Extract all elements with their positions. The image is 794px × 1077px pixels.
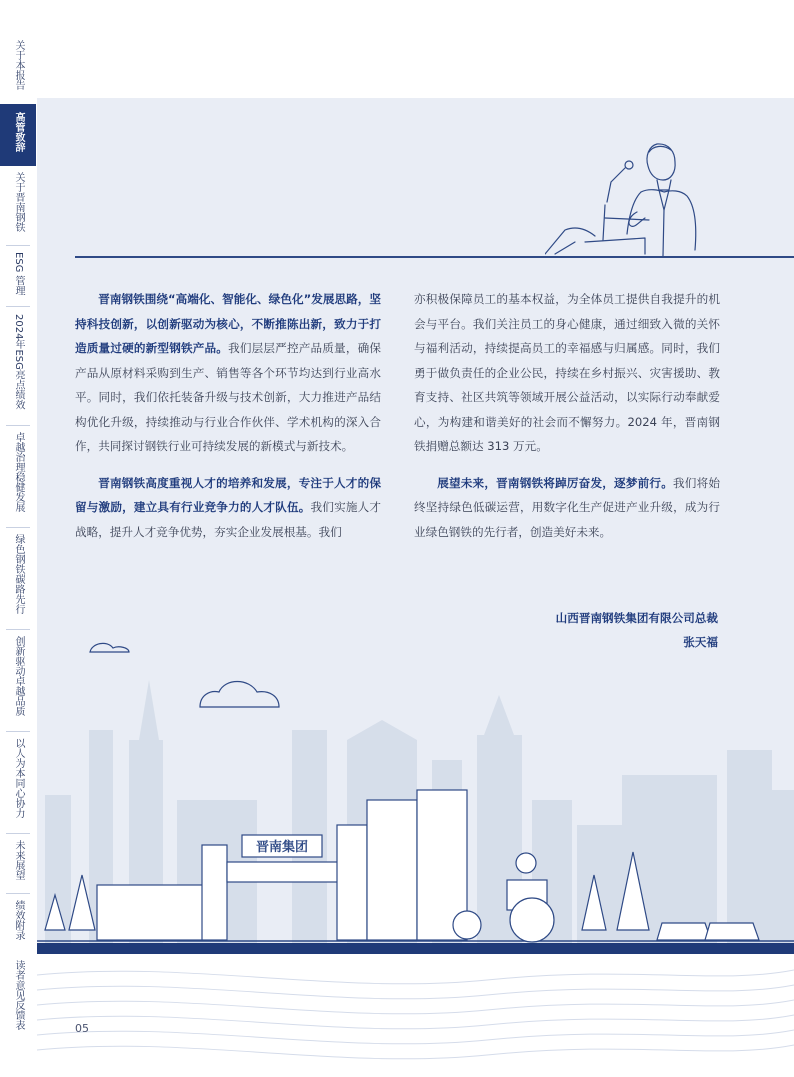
nav-people-oriented[interactable] bbox=[0, 738, 36, 830]
nav-reader-feedback[interactable] bbox=[0, 960, 36, 1040]
cloud-icon bbox=[90, 643, 129, 652]
nav-innovation-quality[interactable] bbox=[0, 636, 36, 726]
nav-about-jinnan-steel[interactable] bbox=[0, 172, 36, 242]
signature-title: 山西晋南钢铁集团有限公司总裁 bbox=[555, 611, 718, 625]
gate-sign: 晋南集团 bbox=[255, 840, 309, 855]
nav-divider bbox=[6, 629, 30, 630]
speaker-illustration bbox=[545, 130, 705, 258]
nav-divider bbox=[6, 245, 30, 246]
highlight-text: 晋南钢铁高度重视人才的培养和发展，专注于人才的保留与激励，建立具有行业竞争力的人才队伍。 bbox=[75, 475, 381, 514]
nav-esg-management[interactable] bbox=[0, 252, 36, 304]
nav-label: 绿色钢铁碳路先行 bbox=[13, 534, 24, 614]
nav-label: 未来展望 bbox=[13, 840, 24, 880]
nav-green-steel[interactable] bbox=[0, 534, 36, 624]
nav-label: 卓越治理稳健发展 bbox=[13, 432, 24, 512]
nav-executive-message[interactable] bbox=[0, 104, 36, 166]
signature-name: 张天福 bbox=[683, 635, 718, 649]
nav-divider bbox=[6, 425, 30, 426]
paragraph bbox=[75, 471, 381, 545]
nav-future-outlook[interactable] bbox=[0, 840, 36, 890]
nav-divider bbox=[6, 527, 30, 528]
right-text-column bbox=[414, 287, 720, 556]
solar-panel-icon bbox=[657, 923, 711, 940]
nav-divider bbox=[6, 306, 30, 307]
nav-divider bbox=[6, 893, 30, 894]
nav-label: 读者意见反馈表 bbox=[13, 960, 24, 1030]
wave-decoration bbox=[37, 955, 794, 1077]
nav-governance[interactable] bbox=[0, 432, 36, 522]
left-text-column bbox=[75, 287, 381, 556]
nav-about-report[interactable] bbox=[0, 40, 36, 100]
body-text: 我们将始终坚持绿色低碳运营，用数字化生产促进产业升级，成为行业绿色钢铁的先行者，创造美好未来。 bbox=[414, 475, 720, 539]
nav-label: 2024年ESG亮点绩效 bbox=[13, 314, 24, 410]
nav-performance-appendix[interactable] bbox=[0, 900, 36, 950]
nav-esg-highlights[interactable] bbox=[0, 314, 36, 422]
body-text: 我们实施人才战略，提升人才竞争优势，夯实企业发展根基。我们 bbox=[75, 500, 381, 539]
highlight-text: 展望未来，晋南钢铁将踔厉奋发，逐梦前行。 bbox=[437, 475, 674, 490]
solar-panel-icon bbox=[705, 923, 759, 940]
nav-label: 绩效附录 bbox=[13, 900, 24, 940]
cloud-icon bbox=[200, 682, 279, 708]
side-navigation bbox=[0, 0, 36, 1077]
nav-label: 以人为本同心协力 bbox=[13, 738, 24, 818]
nav-label: ESG 管理 bbox=[13, 252, 24, 296]
body-text: 我们层层严控产品质量，确保产品从原材料采购到生产、销售等各个环节均达到行业高水平。同时，我们依托装备升级与技术创新，大力推进产品结构优化升级，持续推动与行业合作伙伴、学术机构的深入合作，共同探讨钢铁行业可持续发展的新模式与新技术。 bbox=[75, 341, 381, 453]
nav-label: 关于晋南钢铁 bbox=[13, 172, 24, 232]
bottom-band bbox=[37, 943, 794, 954]
nav-label: 高管致辞 bbox=[13, 112, 24, 152]
city-illustration bbox=[37, 640, 794, 945]
paragraph: 亦积极保障员工的基本权益，为全体员工提供自我提升的机会与平台。我们关注员工的身心健康，通过细致入微的关怀与福利活动，持续提高员工的幸福感与归属感。同时，我们勇于做负责任的企业公民，持续在乡村振兴、灾害援助、教育支持、社区共筑等领域开展公益活动，以实际行动奉献爱心，为构建和谐美好的社会而不懈努力。2024 年，晋南钢铁捐赠总额达 313 万元。 bbox=[414, 292, 720, 453]
nav-divider bbox=[6, 731, 30, 732]
paragraph bbox=[75, 287, 381, 459]
highlight-text: 晋南钢铁围绕“高端化、智能化、绿色化”发展思路，坚持科技创新，以创新驱动为核心，不断推陈出新，致力于打造质量过硬的新型钢铁产品。 bbox=[75, 292, 381, 355]
nav-divider bbox=[6, 833, 30, 834]
page-number: 05 bbox=[75, 1022, 89, 1035]
nav-label: 关于本报告 bbox=[13, 40, 24, 90]
section-divider-line bbox=[75, 256, 794, 258]
nav-label: 创新驱动卓越品质 bbox=[13, 636, 24, 716]
paragraph bbox=[414, 471, 720, 545]
